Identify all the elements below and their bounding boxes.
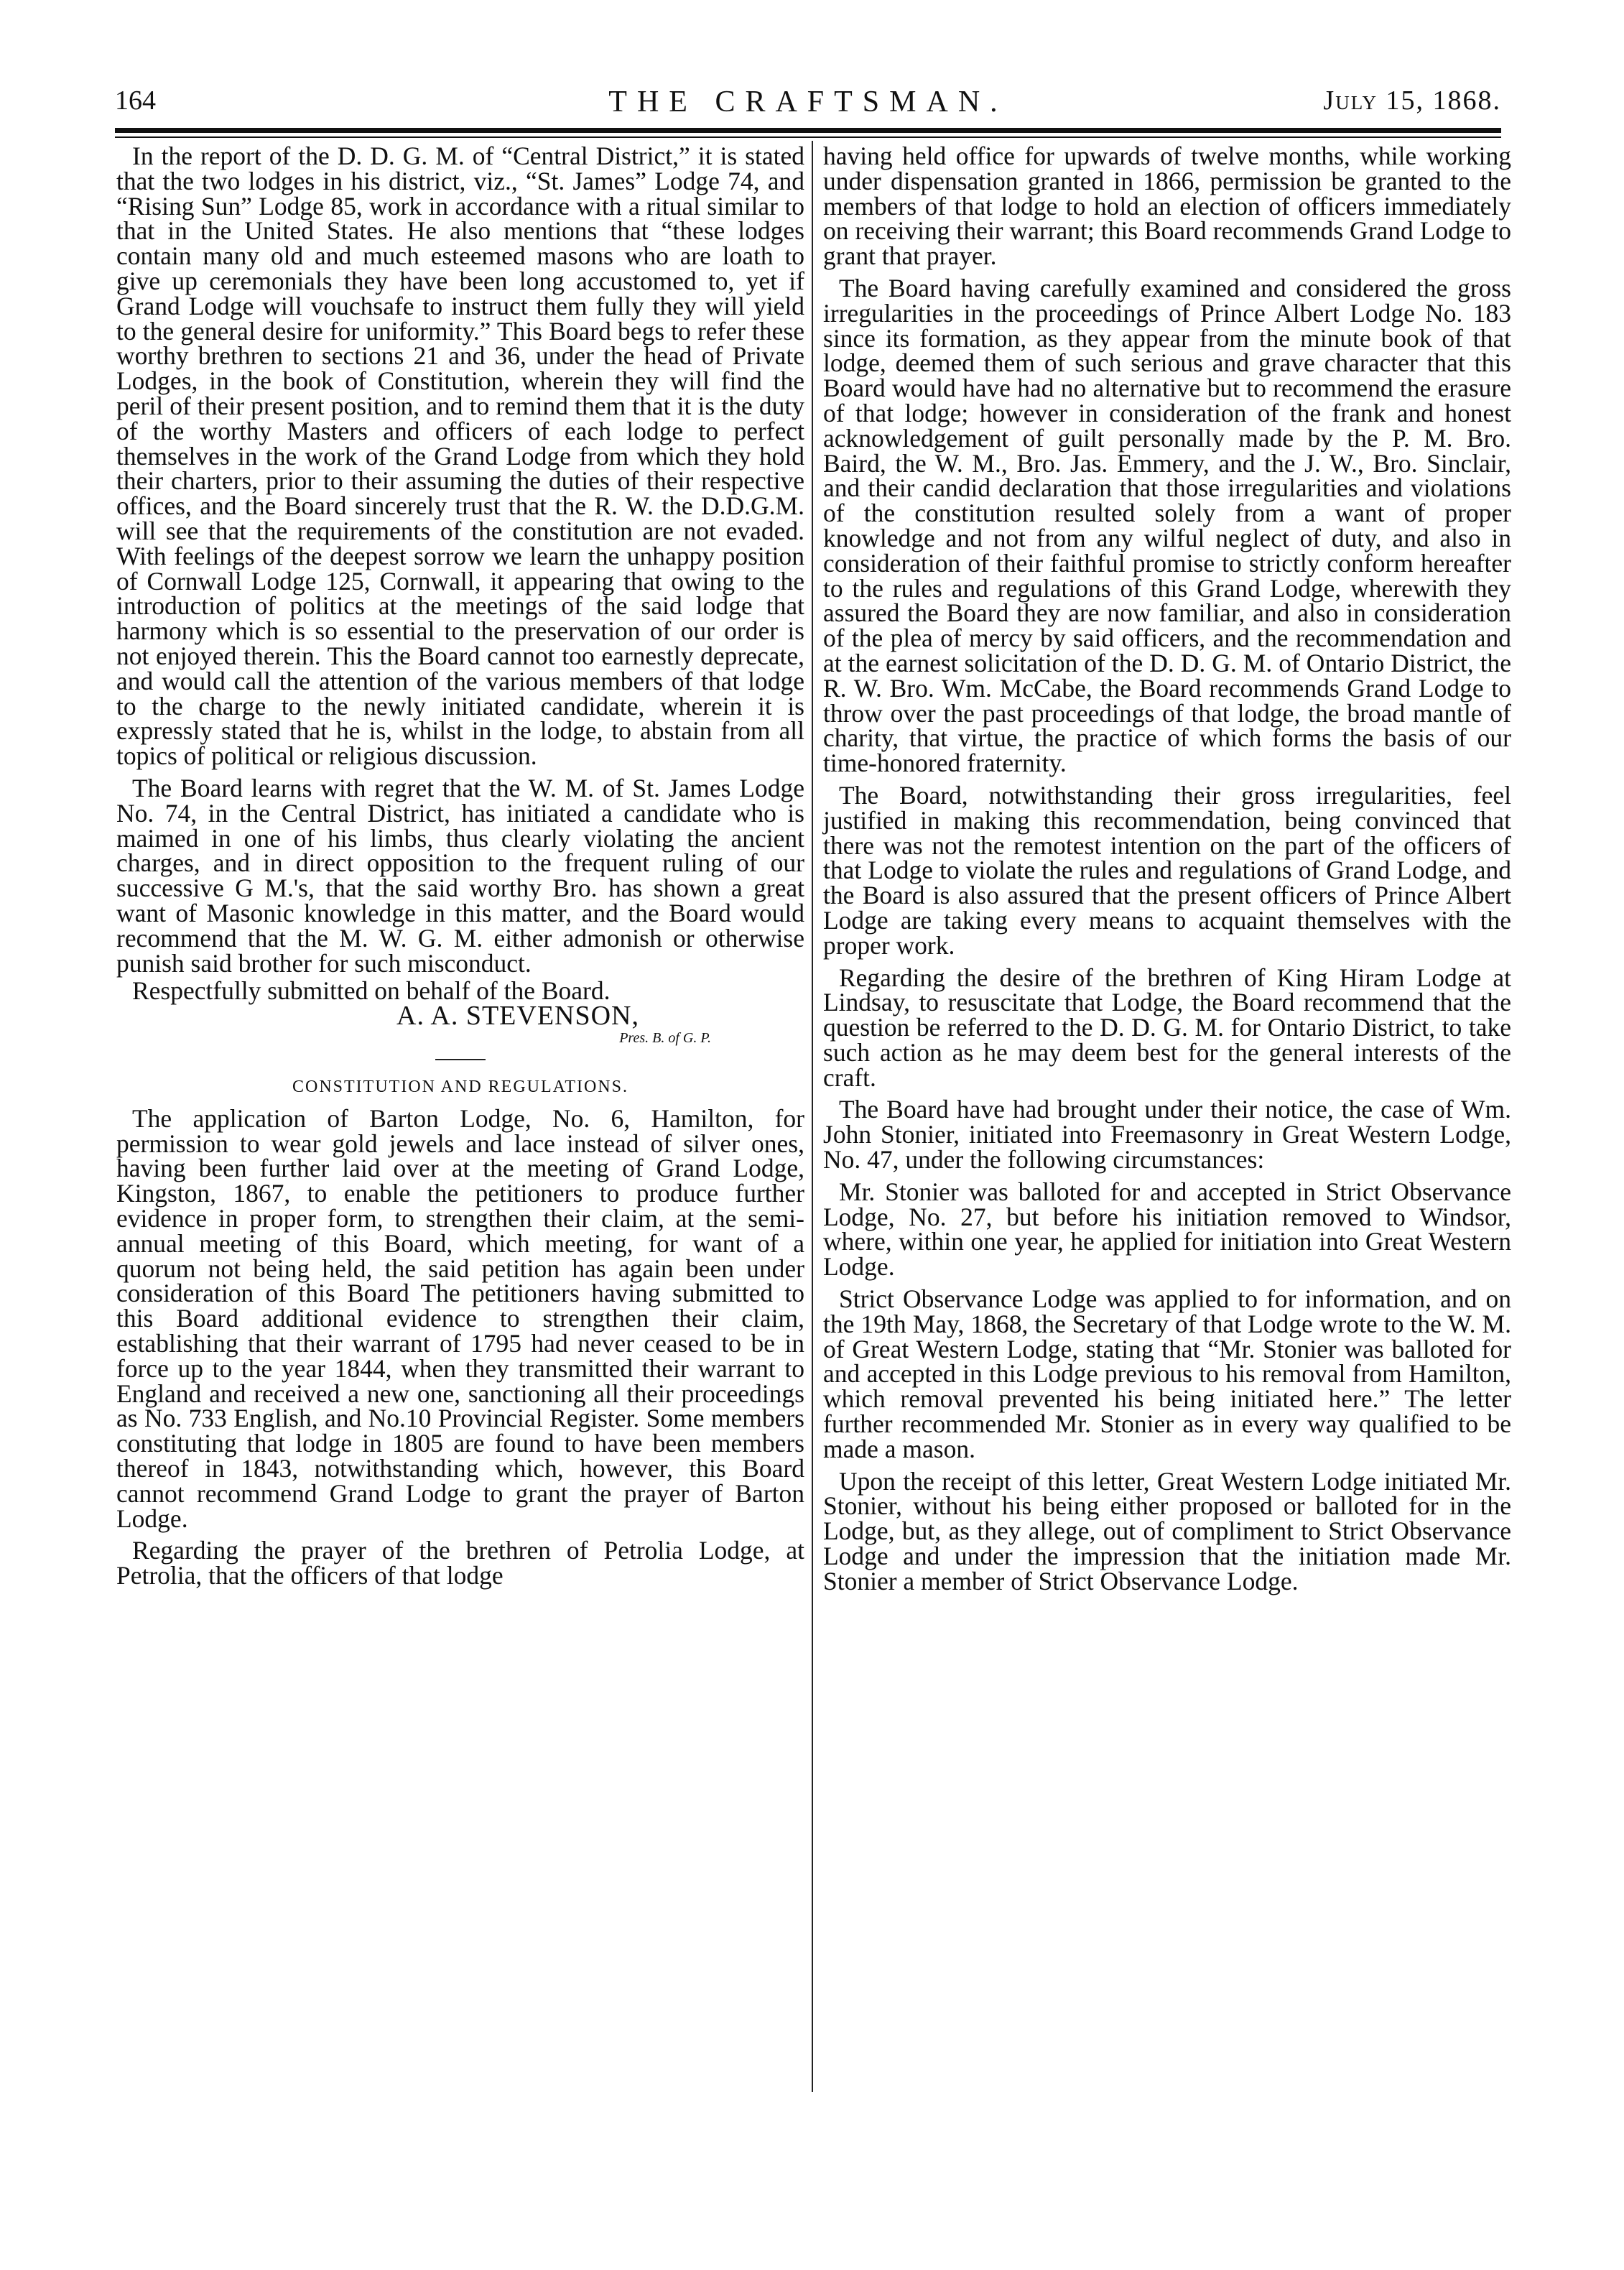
header-rule-thick [115,128,1501,133]
page-header [115,85,1501,125]
paragraph: Regarding the desire of the brethren of King Hiram Lodge at Lindsay, to resuscitate that Lodge, the Board recommend that the question be referred to the D. D. G. M. for Ontario District, to take such action as he may deem best for the general interests of the craft. [823,963,1511,1092]
paragraph: having held office for upwards of twelve months, while working under dispensation granted in 1866, permission be granted to the members of that lodge to hold an election of officers immediately on receiving their warrant; this Board recommends Grand Lodge to grant that prayer. [823,142,1511,271]
paragraph: The Board, notwithstanding their gross irregularities, feel justified in making this recommendation, being convinced that there was not the remotest intention on the part of the officers of that Lodge to violate the rules and regulations of Grand Lodge, and the Board is also assured that the present officers of Prince Albert Lodge are taking every means to acquaint themselves with the proper work. [823,780,1511,960]
paragraph: Mr. Stonier was balloted for and accepted in Strict Observance Lodge, No. 27, but before his initiation removed to Windsor, where, within one year, he applied for initiation into Great Western Lodge. [823,1177,1511,1282]
report-signoff [116,978,804,1047]
masthead-title: THE CRAFTSMAN. [608,85,1008,119]
paragraph: Upon the receipt of this letter, Great Western Lodge initiated Mr. Stonier, without his being either proposed or balloted for in the Lodge, but, as they allege, out of compliment to Strict Observance Lodge and under the impression that the initiation made Mr. Stonier a member of Strict Observance Lodge. [823,1466,1511,1595]
paragraph: The Board learns with regret that the W. M. of St. James Lodge No. 74, in the Central District, has initiated a candidate who is maimed in one of his limbs, thus clearly violating the ancient charges, and in direct opposition to the frequent ruling of our successive G M.'s, that the said worthy Bro. has shown a great want of Masonic knowledge in this matter, and the Board would recommend that the M. W. G. M. either admonish or otherwise punish said brother for such misconduct. [116,773,804,978]
left-column [116,144,804,1588]
section-heading: CONSTITUTION AND REGULATIONS. [292,1077,628,1096]
signoff-line: Respectfully submitted on behalf of the Board. [132,976,611,1006]
page-number: 164 [115,85,156,116]
right-column [823,144,1511,1594]
section-divider [435,1059,486,1060]
paragraph: Strict Observance Lodge was applied to for information, and on the 19th May, 1868, the Secretary of that Lodge wrote to the W. M. of Great Western Lodge, stating that “Mr. Stonier was balloted for and accepted in this Lodge previous to his removal from Hamilton, which removal prevented his being initiated here.” The letter further recommended Mr. Stonier as in every way qualified to be made a mason. [823,1284,1511,1463]
paragraph: In the report of the D. D. G. M. of “Central District,” it is stated that the two lodges in his district, viz., “St. James” Lodge 74, and “Rising Sun” Lodge 85, work in accordance with a ritual similar to that in the United States. He also mentions that “these lodges contain many old and much esteemed masons who are loath to give up ceremonials they have been long accustomed to, yet if Grand Lodge will vouchsafe to instruct them fully they will yield to the general desire for uniformity.” This Board begs to refer these worthy brethren to sections 21 and 36, under the head of Private Lodges, in the book of Constitution, wherein they will find the peril of their present position, and to remind them that it is the duty of the worthy Masters and officers of each lodge to perfect themselves in the work of the Grand Lodge from which they hold their charters, prior to their assuming the duties of their respective offices, and the Board sincerely trust that the R. W. the D.D.G.M. will see that the requirements of the constitution are not evaded. With feelings of the deepest sorrow we learn the unhappy position of Cornwall Lodge 125, Cornwall, it appearing that owing to the introduction of politics at the meetings of the said lodge that harmony which is so essential to the preservation of our order is not enjoyed therein. This the Board cannot too earnestly deprecate, and would call the attention of the various members of that lodge to the charge to the newly initiated candidate, wherein it is expressly stated that he is, whilst in the lodge, to abstain from all topics of political or religious discussion. [116,142,804,771]
paragraph: The application of Barton Lodge, No. 6, Hamilton, for permission to wear gold jewels and lace instead of silver ones, having been further laid over at the meeting of Grand Lodge, Kingston, 1867, to enable the petitioners to produce further evidence in proper form, to strengthen their claim, at the semi-annual meeting of this Board, which meeting, for want of a quorum not being held, the said petition has again been under consideration of this Board The petitioners having submitted to this Board additional evidence to strengthen their claim, establishing that their warrant of 1795 had never ceased to be in force up to the year 1844, when they transmitted their warrant to England and received a new one, sanctioning all their proceedings as No. 733 English, and No.10 Provincial Register. Some members constituting that lodge in 1805 are found to have been members thereof in 1843, notwithstanding which, however, this Board cannot recommend Grand Lodge to grant the prayer of Barton Lodge. [116,1103,804,1533]
issue-date: July 15, 1868. [1323,85,1501,116]
signer-name: A. A. STEVENSON, [396,1001,639,1032]
paragraph: The Board have had brought under their notice, the case of Wm. John Stonier, initiated into Freemasonry in Great Western Lodge, No. 47, under the following circumstances: [823,1095,1511,1175]
paragraph: Regarding the prayer of the brethren of Petrolia Lodge, at Petrolia, that the officers of that lodge [116,1536,804,1590]
header-rule-thin [115,136,1501,138]
column-divider [812,141,813,2092]
paragraph: The Board having carefully examined and considered the gross irregularities in the proceedings of Prince Albert Lodge No. 183 since its formation, as they appear from the minute book of that lodge, deemed them of such serious and grave character that this Board would have had no alternative but to recommend the erasure of that lodge; however in consideration of the frank and honest acknowledgement of guilt personally made by the P. M. Bro. Baird, the W. M., Bro. Jas. Emmery, and the J. W., Bro. Sinclair, and their candid declaration that those irregularities and violations of the constitution resulted solely from a want of proper knowledge and not from any wilful neglect of duty, and also in consideration of their faithful promise to strictly conform hereafter to the rules and regulations of this Grand Lodge, wherewith they assured the Board they are now familiar, and also in consideration of the plea of mercy by said officers, and the recommendation and at the earnest solicitation of the D. D. G. M. of Ontario District, the R. W. Bro. Wm. McCabe, the Board recommends Grand Lodge to throw over the past proceedings of that lodge, the broad mantle of charity, that virtue, the practice of which forms the basis of our time-honored fraternity. [823,273,1511,778]
signer-title: Pres. B. of G. P. [619,1029,711,1046]
